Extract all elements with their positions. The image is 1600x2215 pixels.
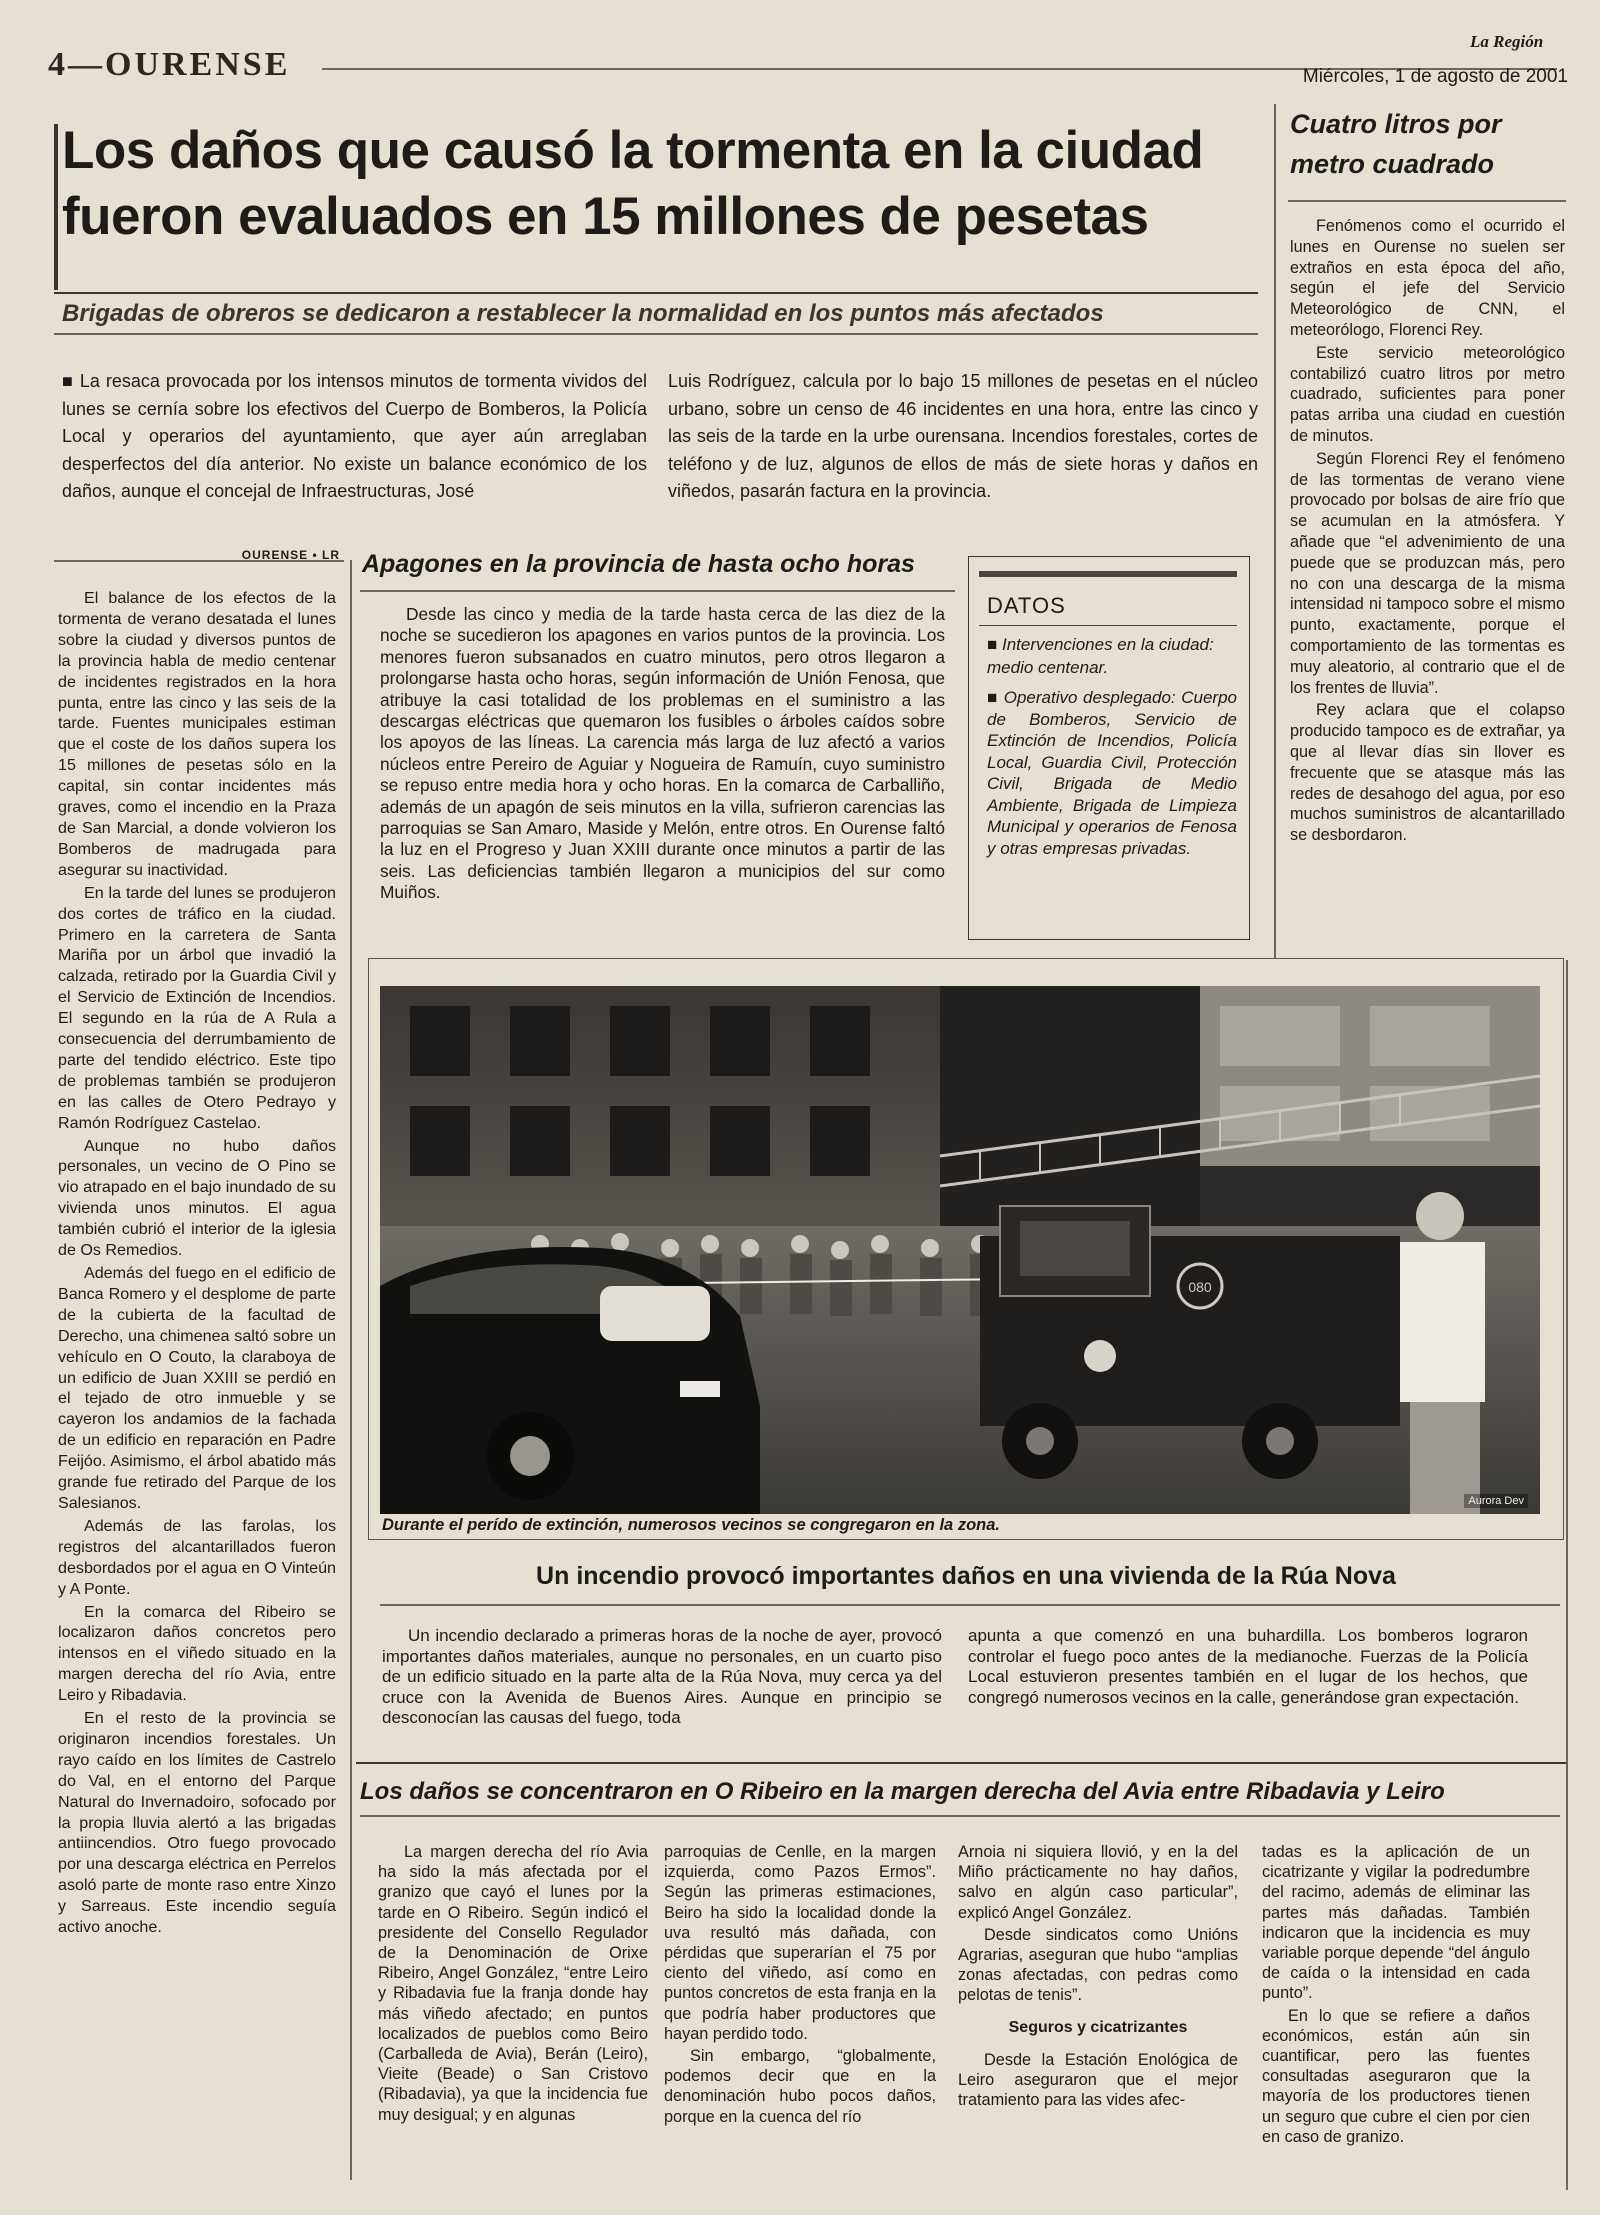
ribeiro-headline: Los daños se concentraron en O Ribeiro en la margen derecha del Avia entre Ribadavia y Leiro xyxy=(360,1778,1445,1805)
sidebar-paragraph: Rey aclara que el colapso producido tampoco es de extrañar, ya que al llevar días sin llover es frecuente que se atasque más las redes de desahogo del agua, por eso muchos suministros de alcantarillado se desbordaron. xyxy=(1290,701,1565,845)
ribeiro-col-1 xyxy=(378,1842,648,2127)
datos-title-rule xyxy=(979,625,1237,626)
ribeiro-paragraph: parroquias de Cenlle, en la margen izquierda, como Pazos Ermos”. Según las primeras estimaciones, Beiro ha sido la localidad donde la uva resultó más dañada, con pérdidas que superarían el 75 por ciento del viñedo, así como en puntos concretos de esta franja en la que podría haber productores que hayan perdido todo. xyxy=(664,1843,936,2043)
ribeiro-paragraph: Sin embargo, “globalmente, podemos decir que en la denominación hubo pocos daños, porque en la cuenca del río xyxy=(664,2047,936,2126)
datos-item-2 xyxy=(987,687,1237,859)
left-paragraph: Además de las farolas, los registros del alcantarillados fueron desbordados por el agua en O Vinteún y A Ponte. xyxy=(58,1516,336,1598)
rua-nova-col-1 xyxy=(382,1626,942,1731)
truck-number: 080 xyxy=(1188,1279,1212,1295)
ribeiro-rule xyxy=(360,1815,1560,1817)
photo-credit: Aurora Dev xyxy=(1464,1494,1528,1508)
left-paragraph: En la comarca del Ribeiro se localizaron daños concretos pero intensos en el viñedo situado en la margen derecha del río Avia, entre Leiro y Ribadavia. xyxy=(58,1602,336,1705)
sidebar-paragraph: Este servicio meteorológico contabilizó cuatro litros por metro cuadrado, suficientes para poner patas arriba una ciudad en cuestión de minutos. xyxy=(1290,343,1565,445)
left-paragraph: El balance de los efectos de la tormenta de verano desatada el lunes sobre la ciudad y diversos puntos de la provincia habla de medio centenar de incidentes registrados en la hora punta, entre las cinco y las seis de la tarde. Fuentes municipales estiman que el coste de los daños supera los 15 millones de pesetas sólo en la capital, sin contar incidentes más graves, como el incendio en la Praza de San Marcial, a donde volvieron los Bomberos de madrugada para asegurar su inactividad. xyxy=(58,589,336,879)
datos-top-bar xyxy=(979,571,1237,577)
rua-nova-col-2 xyxy=(968,1626,1528,1710)
photo-caption: Durante el perído de extinción, numerosos vecinos se congregaron en la zona. xyxy=(382,1516,1000,1534)
ribeiro-paragraph: La margen derecha del río Avia ha sido la más afectada por el granizo que cayó el lunes por la tarde en O Ribeiro. Según indicó el presidente del Consello Regulador de la Denominación de Orixe Ribeiro, Angel González, “entre Leiro y Ribadavia fue la franja donde hay más viñedo afectado; en puntos localizados de pueblos como Beiro (Carballeda de Avia), Berán (Leiro), Vieite (Beade) o San Cristovo (Ribadavia), ya que la incidencia fue muy desigual; y en algunas xyxy=(378,1843,648,2124)
section-name: OURENSE xyxy=(105,46,291,83)
headline-line-1: Los daños que causó la tormenta en la ciudad xyxy=(62,121,1204,180)
lead-right: Luis Rodríguez, calcula por lo bajo 15 millones de pesetas en el núcleo urbano, sobre un censo de 46 incidentes en una hora, entre las cinco y las seis de la tarde en la urbe ourensana. Incendios forestales, cortes de teléfono y de luz, algunos de ellos de más de siete horas y daños en viñedos, pasarán factura en la provincia. xyxy=(668,371,1258,501)
left-column-body xyxy=(58,588,336,1940)
sidebar-title xyxy=(1290,104,1570,184)
ribeiro-paragraph: Desde la Estación Enológica de Leiro aseguraron que el mejor tratamiento para las vides afec- xyxy=(958,2050,1238,2110)
page-number: 4 xyxy=(48,46,68,83)
section-dash: — xyxy=(68,46,105,83)
lead-bullet: ■ xyxy=(62,371,80,391)
left-col-divider xyxy=(350,560,352,2180)
sidebar-body xyxy=(1290,216,1565,848)
rua-nova-headline: Un incendio provocó importantes daños en una vivienda de la Rúa Nova xyxy=(536,1562,1396,1590)
ribeiro-paragraph: En lo que se refiere a daños económicos, están aún sin cuantificar, pero las fuentes consultadas aseguraron que la mayoría de los productores tienen un seguro que cubre el cien por cien en caso de granizo. xyxy=(1262,2006,1530,2146)
photo-scene xyxy=(380,986,1540,1514)
left-col-byline: OURENSE • LR xyxy=(241,548,340,562)
news-photo xyxy=(380,986,1540,1514)
subhead-rule xyxy=(54,333,1258,335)
sidebar-title-line-1: Cuatro litros por xyxy=(1290,109,1502,139)
rua-nova-rule xyxy=(380,1604,1560,1606)
rua-nova-paragraph: Un incendio declarado a primeras horas de la noche de ayer, provocó importantes daños materiales, aunque no personales, en un cuarto piso de un edificio situado en la parte alta de la Rúa Nova, muy cerca ya del cruce con la Avenida de Buenos Aires. Aunque en principio se desconocían las causas del fuego, toda xyxy=(382,1626,942,1727)
datos-box xyxy=(968,556,1250,940)
datos-bullet: ■ xyxy=(987,635,1002,654)
ribeiro-col-2 xyxy=(664,1842,936,2129)
ribeiro-paragraph: tadas es la aplicación de un cicatrizante y vigilar la podredumbre del racimo, además de eliminar las partes más dañadas. También indicaron que la incidencia es muy variable porque depende “del ángulo de caída o la intensidad en cada punto”. xyxy=(1262,1843,1530,2003)
datos-title: DATOS xyxy=(987,593,1066,618)
apagones-body xyxy=(380,604,945,906)
lead-left xyxy=(62,368,647,506)
sidebar-title-line-2: metro cuadrado xyxy=(1290,149,1495,179)
lead-left-text: La resaca provocada por los intensos minutos de tormenta vividos del lunes se cernía sobre los efectivos del Cuerpo de Bomberos, la Policía Local y operarios del ayuntamiento, que ayer aún arreglaban desperfectos del día anterior. No existe un balance económico de los daños, aunque el concejal de Infraestructuras, José xyxy=(62,371,647,501)
left-paragraph: En el resto de la provincia se originaron incendios forestales. Un rayo caído en los límites de Castrelo do Val, en el entorno del Parque Natural do Invernadoiro, sofocado por la propia lluvia alertó a las brigadas antiincendios. Otro fuego provocado por una descarga eléctrica en Perrelos asoló parte de monte raso entre Xinzo y Sarreaus. Este incendio seguía activo anoche. xyxy=(58,1709,336,1937)
paper-name: La Región xyxy=(1470,32,1544,51)
ribeiro-col-3 xyxy=(958,1842,1238,2112)
headline-bottom-rule xyxy=(54,292,1258,294)
apagones-paragraph: Desde las cinco y media de la tarde hasta cerca de las diez de la noche se sucedieron los apagones en varios puntos de la provincia. Los menores fueron subsanados en cuatro minutos, pero otros llegaron a prolongarse hasta ocho horas, según información de Unión Fenosa, que atribuye la casi totalidad de los problemas en el suministro a las descargas eléctricas que quemaron los fusibles o árboles caídos sobre los apoyos de las líneas. La carencia más larga de luz afectó a varios núcleos entre Pereiro de Aguiar y Nogueira de Ramuín, cuyo suministro se repuso entre media hora y ocho horas. En la comarca de Carballiño, además de un apagón de seis minutos en la villa, sufrieron carencias las parroquias se San Amaro, Maside y Melón, entre otros. En Ourense faltó la luz en el Progreso y Juan XXIII durante once minutos a partir de las seis. Las deficiencias también llegaron a municipios del sur como Muiños. xyxy=(380,604,945,903)
left-paragraph: Aunque no hubo daños personales, un vecino de O Pino se vio atrapado en el bajo inundado de su vivienda unos minutos. El agua también cubrió el interior de la iglesia de Os Remedios. xyxy=(58,1136,336,1260)
left-paragraph: Además del fuego en el edificio de Banca Romero y el desplome de parte de la cubierta de la facultad de Derecho, una chimenea saltó sobre un vehículo en O Couto, la claraboya de un edificio de Juan XXIII se perdió en el tejado de otro inmueble y se cayeron los andamios de la fachada de un edificio en reparación en Padre Feijóo. Asimismo, el árbol abatido más grande fue retirado del Parque de los Salesianos. xyxy=(58,1264,336,1512)
apagones-headline: Apagones en la provincia de hasta ocho horas xyxy=(362,550,915,578)
sidebar-paragraph: Según Florenci Rey el fenómeno de las tormentas de verano viene provocado por bolsas de aire frío que se acumulan en la atmósfera. Y añade que “el advenimiento de una puede que se produzcan más, pero no con una descarga de la misma intensidad ni tampoco sobre el mismo punto, exactamente, porque el comportamiento de las tormentas es muy aleatorio, al contrario que el de los frentes de lluvia”. xyxy=(1290,449,1565,697)
datos-item-1-text: Intervenciones en la ciudad: medio centenar. xyxy=(987,635,1214,677)
page-right-border xyxy=(1566,960,1568,2190)
datos-item-1 xyxy=(987,633,1235,679)
ribeiro-subhead: Seguros y cicatrizantes xyxy=(1008,2018,1188,2036)
issue-date: Miércoles, 1 de agosto de 2001 xyxy=(1302,66,1568,87)
sidebar-title-rule xyxy=(1288,200,1566,202)
left-paragraph: En la tarde del lunes se produjeron dos cortes de tráfico en la ciudad. Primero en la carretera de Santa Mariña por un árbol que invadió la calzada, retirado por la Guardia Civil y el Servicio de Extinción de Incendios. El segundo en la rúa de A Rula a consecuencia del derrumbamiento de parte del tendido eléctrico. Este tipo de problemas también se produjeron en las calles de Otero Pedrayo y Ramón Rodríguez Castelao. xyxy=(58,883,336,1132)
ribeiro-paragraph: Desde sindicatos como Unións Agrarias, aseguran que hubo “amplias zonas afectadas, con pedras como pelotas de tenis”. xyxy=(958,1925,1238,2005)
sidebar-paragraph: Fenómenos como el ocurrido el lunes en Ourense no suelen ser extraños en esta época del año, según el jefe del Servicio Meteorológico de CNN, el meteorólogo, Florenci Rey. xyxy=(1290,217,1565,339)
ribeiro-paragraph: Arnoia ni siquiera llovió, y en la del Miño prácticamente no hay daños, salvo en algún caso particular”, explicó Angel González. xyxy=(958,1843,1238,1922)
rua-nova-paragraph: apunta a que comenzó en una buhardilla. Los bomberos lograron controlar el fuego poco antes de la medianoche. Fuerzas de la Policía Local estuvieron presentes también en el lugar de los hechos, que congregó numerosos vecinos en la calle, generándose gran expectación. xyxy=(968,1626,1528,1707)
ribeiro-col-4 xyxy=(1262,1842,1530,2149)
sidebar-divider xyxy=(1274,104,1276,964)
page-number-section xyxy=(48,46,290,84)
apagones-rule xyxy=(360,590,955,592)
main-subhead: Brigadas de obreros se dedicaron a restablecer la normalidad en los puntos más afectados xyxy=(62,300,1104,327)
rua-nova-bottom-rule xyxy=(356,1762,1566,1764)
datos-bullet: ■ xyxy=(987,688,1004,707)
headline-line-2: fueron evaluados en 15 millones de pesetas xyxy=(62,187,1149,246)
datos-item-2-text: Operativo desplegado: Cuerpo de Bomberos, Servicio de Extinción de Incendios, Policía Local, Guardia Civil, Protección Civil, Brigada de Medio Ambiente, Brigada de Limpieza Municipal y operarios de Fenosa y otras empresas privadas. xyxy=(987,688,1237,858)
main-headline xyxy=(62,118,1272,250)
headline-left-bar xyxy=(54,124,58,290)
